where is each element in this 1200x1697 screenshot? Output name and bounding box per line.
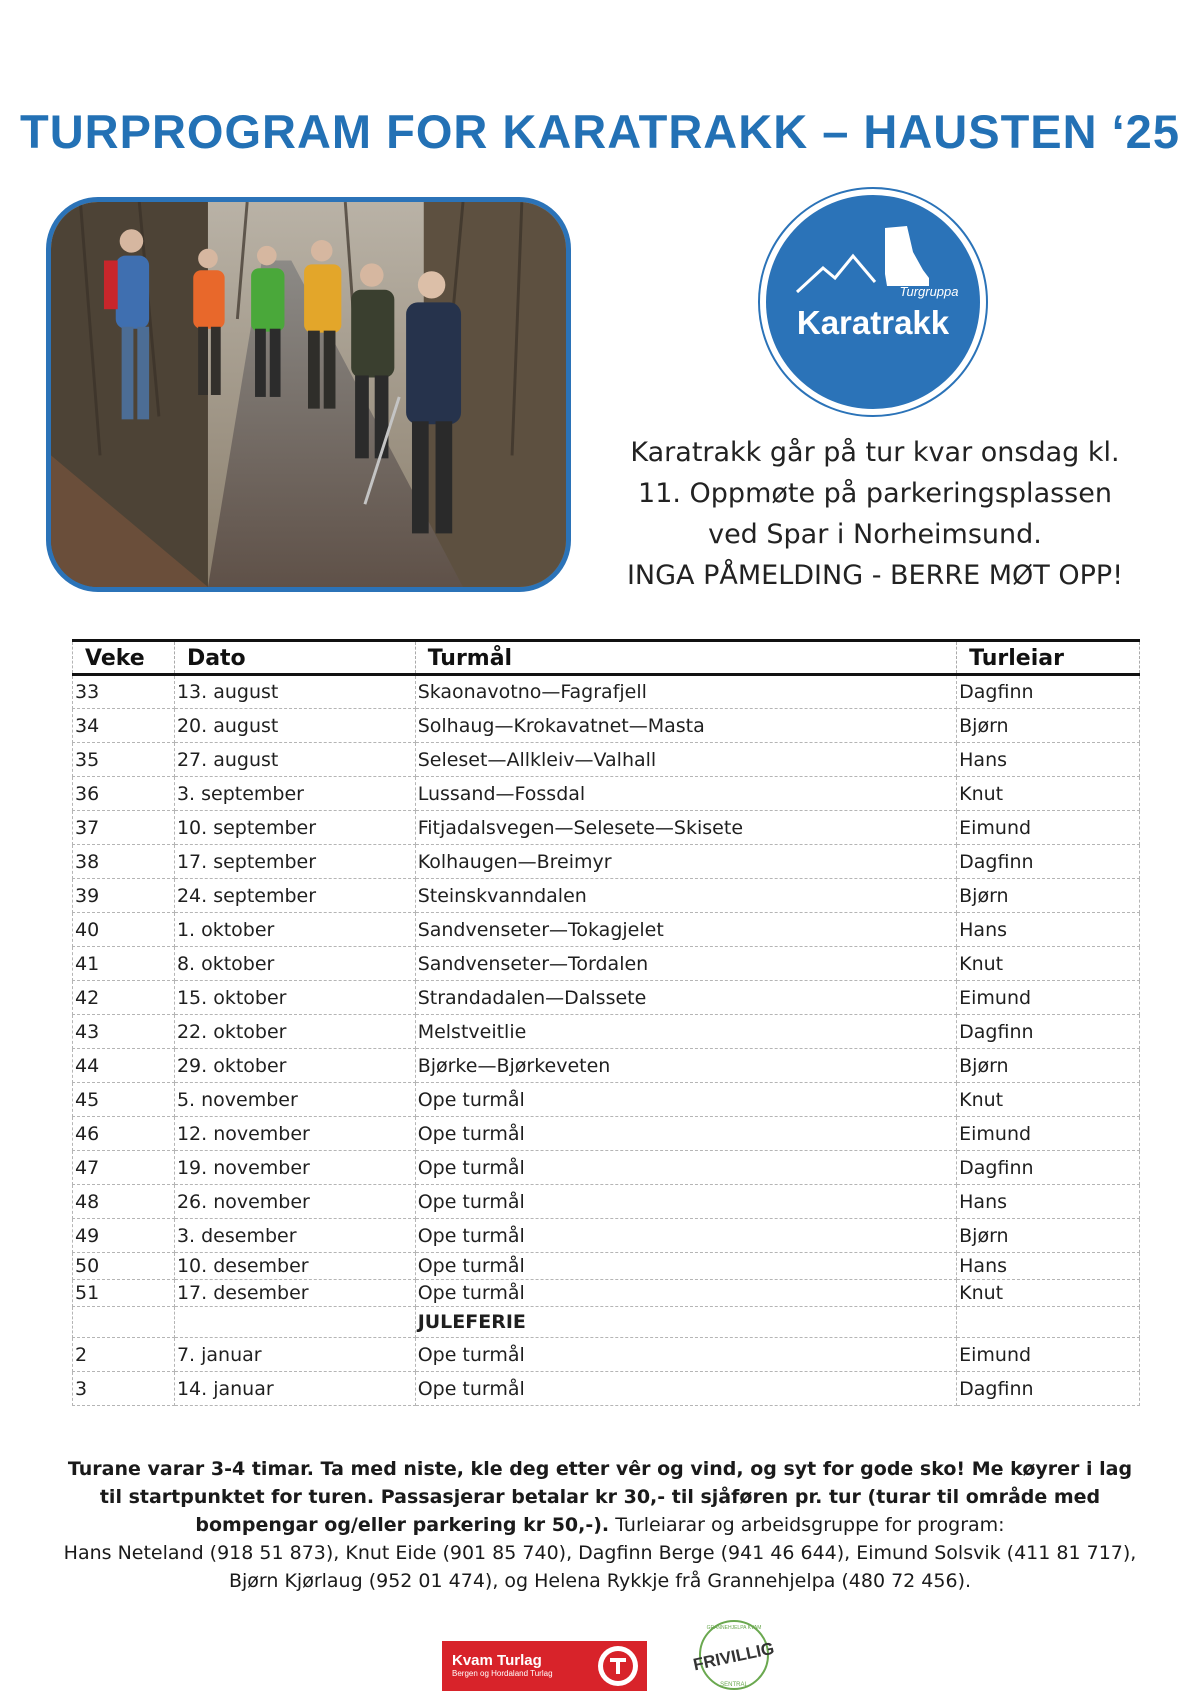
table-row	[73, 1151, 1140, 1185]
intro-line-4: INGA PÅMELDING - BERRE MØT OPP!	[626, 560, 1124, 591]
cell-turmal: Seleset—Allkleiv—Valhall	[415, 743, 956, 777]
logo-name: Karatrakk	[796, 304, 950, 341]
cell-turmal: Steinskvanndalen	[415, 879, 956, 913]
cell-turleiar: Dagfinn	[957, 845, 1140, 879]
cell-turleiar	[957, 1307, 1140, 1338]
cell-turleiar: Hans	[957, 1185, 1140, 1219]
cell-turmal: Sandvenseter—Tokagjelet	[415, 913, 956, 947]
group-photo	[46, 197, 571, 592]
cell-dato: 29. oktober	[174, 1049, 415, 1083]
cell-turmal: Skaonavotno—Fagrafjell	[415, 675, 956, 709]
cell-turleiar: Eimund	[957, 811, 1140, 845]
cell-veke: 2	[73, 1338, 175, 1372]
cell-dato: 26. november	[174, 1185, 415, 1219]
cell-turleiar: Dagfinn	[957, 1372, 1140, 1406]
cell-veke: 49	[73, 1219, 175, 1253]
table-row	[73, 913, 1140, 947]
cell-dato: 19. november	[174, 1151, 415, 1185]
table-row	[73, 947, 1140, 981]
cell-turmal: Strandadalen—Dalssete	[415, 981, 956, 1015]
table-row	[73, 981, 1140, 1015]
cell-veke: 44	[73, 1049, 175, 1083]
footer-text	[60, 1455, 1140, 1595]
cell-veke: 38	[73, 845, 175, 879]
cell-veke: 42	[73, 981, 175, 1015]
cell-dato: 5. november	[174, 1083, 415, 1117]
cell-dato: 17. september	[174, 845, 415, 879]
table-row	[73, 1117, 1140, 1151]
cell-turmal: Lussand—Fossdal	[415, 777, 956, 811]
cell-turmal: Fitjadalsvegen—Selesete—Skisete	[415, 811, 956, 845]
karatrakk-logo	[757, 186, 989, 418]
cell-veke: 35	[73, 743, 175, 777]
cell-dato: 24. september	[174, 879, 415, 913]
footer-info-normal: Turleiarar og arbeidsgruppe for program:	[615, 1514, 1005, 1536]
cell-veke: 47	[73, 1151, 175, 1185]
cell-dato: 10. desember	[174, 1253, 415, 1280]
table-row	[73, 1372, 1140, 1406]
cell-turleiar: Dagfinn	[957, 675, 1140, 709]
dnt-t-icon	[596, 1644, 640, 1688]
cell-veke: 34	[73, 709, 175, 743]
cell-turmal: Ope turmål	[415, 1117, 956, 1151]
cell-dato	[174, 1307, 415, 1338]
kvam-turlag-sub: Bergen og Hordaland Turlag	[452, 1669, 553, 1678]
intro-text	[600, 432, 1150, 596]
cell-veke: 33	[73, 675, 175, 709]
table-row	[73, 1083, 1140, 1117]
cell-dato: 3. september	[174, 777, 415, 811]
hikers-photo-illustration	[51, 202, 566, 587]
header-dato: Dato	[174, 641, 415, 675]
table-row	[73, 1015, 1140, 1049]
cell-turleiar: Bjørn	[957, 1219, 1140, 1253]
logo-small-text: Turgruppa	[899, 284, 959, 299]
cell-veke: 46	[73, 1117, 175, 1151]
cell-dato: 3. desember	[174, 1219, 415, 1253]
footer-info-bold: Turane varar 3-4 timar. Ta med niste, kle deg etter vêr og vind, og syt for gode sko! Me køyrer i lag til startpunktet for turen. Passasjerar betalar kr 30,- til sjåføren pr. tur (turar til område med bompengar og/eller parkering kr 50,-).	[67, 1458, 1133, 1536]
cell-veke: 48	[73, 1185, 175, 1219]
kvam-turlag-logo	[442, 1641, 647, 1691]
cell-turleiar: Hans	[957, 1253, 1140, 1280]
cell-turleiar: Eimund	[957, 981, 1140, 1015]
table-row	[73, 811, 1140, 845]
cell-turmal: Sandvenseter—Tordalen	[415, 947, 956, 981]
cell-veke: 51	[73, 1280, 175, 1307]
cell-turleiar: Hans	[957, 913, 1140, 947]
frivillig-text: FRIVILLIG	[691, 1638, 776, 1675]
cell-veke: 50	[73, 1253, 175, 1280]
table-row	[73, 675, 1140, 709]
cell-veke: 37	[73, 811, 175, 845]
intro-line-2: 11. Oppmøte på parkeringsplassen	[638, 478, 1112, 509]
cell-turleiar: Dagfinn	[957, 1015, 1140, 1049]
cell-turleiar: Knut	[957, 777, 1140, 811]
table-row	[73, 1185, 1140, 1219]
cell-turleiar: Dagfinn	[957, 1151, 1140, 1185]
intro-line-3: ved Spar i Norheimsund.	[708, 519, 1042, 550]
cell-dato: 22. oktober	[174, 1015, 415, 1049]
holiday-row	[73, 1307, 1140, 1338]
table-row	[73, 1253, 1140, 1280]
header-turmal: Turmål	[415, 641, 956, 675]
juleferie-label: JULEFERIE	[415, 1307, 956, 1338]
cell-turmal: Ope turmål	[415, 1151, 956, 1185]
table-row	[73, 845, 1140, 879]
cell-turmal: Ope turmål	[415, 1372, 956, 1406]
table-row	[73, 1280, 1140, 1307]
cell-turleiar: Hans	[957, 743, 1140, 777]
header-veke: Veke	[73, 641, 175, 675]
table-row	[73, 709, 1140, 743]
cell-turmal: Solhaug—Krokavatnet—Masta	[415, 709, 956, 743]
cell-turmal: Ope turmål	[415, 1219, 956, 1253]
schedule-table	[72, 639, 1140, 1406]
cell-dato: 27. august	[174, 743, 415, 777]
cell-dato: 13. august	[174, 675, 415, 709]
cell-veke: 3	[73, 1372, 175, 1406]
cell-dato: 14. januar	[174, 1372, 415, 1406]
cell-turmal: Kolhaugen—Breimyr	[415, 845, 956, 879]
table-row	[73, 777, 1140, 811]
cell-veke: 45	[73, 1083, 175, 1117]
cell-turmal: Ope turmål	[415, 1083, 956, 1117]
cell-turleiar: Bjørn	[957, 879, 1140, 913]
cell-turmal: Ope turmål	[415, 1253, 956, 1280]
footer-contacts-2: Bjørn Kjørlaug (952 01 474), og Helena Rykkje frå Grannehjelpa (480 72 456).	[228, 1570, 972, 1592]
cell-dato: 12. november	[174, 1117, 415, 1151]
cell-turmal: Melstveitlie	[415, 1015, 956, 1049]
cell-turmal: Bjørke—Bjørkeveten	[415, 1049, 956, 1083]
frivillig-logo	[676, 1618, 788, 1692]
cell-turleiar: Knut	[957, 947, 1140, 981]
intro-line-1: Karatrakk går på tur kvar onsdag kl.	[630, 437, 1120, 468]
cell-turmal: Ope turmål	[415, 1185, 956, 1219]
cell-turleiar: Knut	[957, 1280, 1140, 1307]
cell-turleiar: Bjørn	[957, 709, 1140, 743]
page-title: TURPROGRAM FOR KARATRAKK – HAUSTEN ‘25	[20, 105, 1180, 158]
cell-dato: 17. desember	[174, 1280, 415, 1307]
table-header-row	[73, 641, 1140, 675]
cell-dato: 20. august	[174, 709, 415, 743]
cell-dato: 1. oktober	[174, 913, 415, 947]
footer-contacts-1: Hans Neteland (918 51 873), Knut Eide (901 85 740), Dagfinn Berge (941 46 644), Eimund Solsvik (411 81 717),	[63, 1542, 1137, 1564]
table-row	[73, 879, 1140, 913]
cell-veke: 36	[73, 777, 175, 811]
table-row	[73, 1219, 1140, 1253]
table-row	[73, 1338, 1140, 1372]
cell-dato: 7. januar	[174, 1338, 415, 1372]
cell-turleiar: Knut	[957, 1083, 1140, 1117]
cell-turleiar: Bjørn	[957, 1049, 1140, 1083]
frivillig-ring-bottom: SENTRAL	[720, 1682, 748, 1688]
cell-veke: 41	[73, 947, 175, 981]
cell-turmal: Ope turmål	[415, 1280, 956, 1307]
cell-turleiar: Eimund	[957, 1338, 1140, 1372]
table-row	[73, 743, 1140, 777]
table-row	[73, 1049, 1140, 1083]
frivillig-ring-top: GRANNEHJELPA KVAM	[706, 1625, 762, 1631]
cell-veke: 40	[73, 913, 175, 947]
cell-veke: 43	[73, 1015, 175, 1049]
cell-turleiar: Eimund	[957, 1117, 1140, 1151]
kvam-turlag-name: Kvam Turlag	[452, 1652, 542, 1669]
cell-turmal: Ope turmål	[415, 1338, 956, 1372]
cell-dato: 8. oktober	[174, 947, 415, 981]
cell-dato: 15. oktober	[174, 981, 415, 1015]
cell-veke	[73, 1307, 175, 1338]
cell-veke: 39	[73, 879, 175, 913]
cell-dato: 10. september	[174, 811, 415, 845]
header-turleiar: Turleiar	[957, 641, 1140, 675]
